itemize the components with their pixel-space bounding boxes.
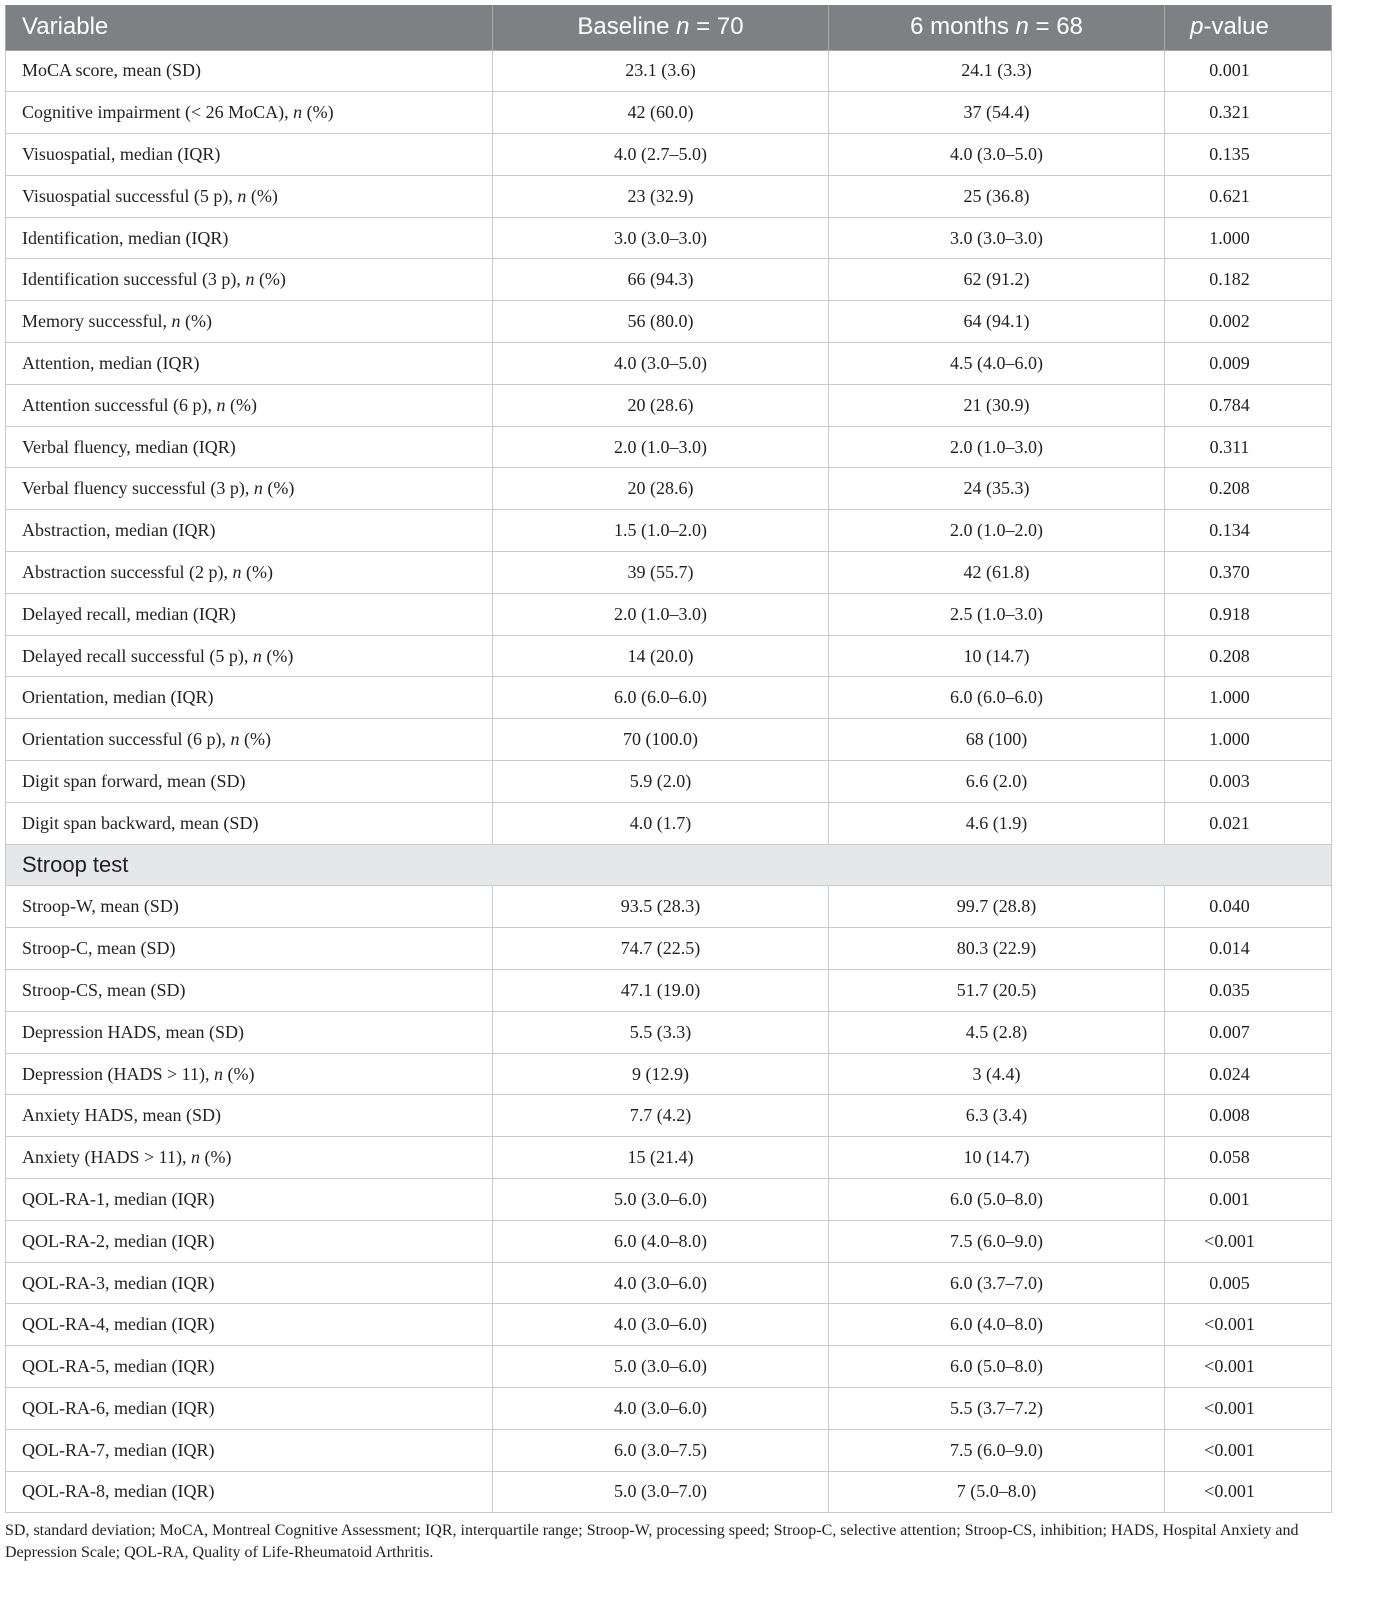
column-header-six-months [829,5,1165,50]
table-row [6,1429,1332,1471]
six-months-value: 80.3 (22.9) [829,928,1165,970]
label-text: Identification successful (3 p), [22,269,246,290]
six-months-value: 6.6 (2.0) [829,761,1165,803]
variable-cell [6,50,493,92]
baseline-value: 5.9 (2.0) [493,761,829,803]
variable-cell [6,1179,493,1221]
table-row [6,635,1332,677]
baseline-value: 7.7 (4.2) [493,1095,829,1137]
p-value: 0.621 [1165,175,1332,217]
baseline-value: 56 (80.0) [493,301,829,343]
p-value: 0.005 [1165,1262,1332,1304]
table-row [6,1262,1332,1304]
label-text: Attention, median (IQR) [22,352,200,373]
baseline-value: 5.5 (3.3) [493,1011,829,1053]
six-months-value: 99.7 (28.8) [829,886,1165,928]
label-text: QOL-RA-8, median (IQR) [22,1481,215,1502]
label-text: Stroop-C, mean (SD) [22,938,176,959]
variable-cell [6,970,493,1012]
header-text: = 70 [689,13,744,41]
variable-cell [6,343,493,385]
baseline-value: 6.0 (3.0–7.5) [493,1429,829,1471]
label-text: (%) [199,1147,232,1168]
italic-symbol: n [293,102,303,123]
p-value: 1.000 [1165,677,1332,719]
six-months-value: 42 (61.8) [829,552,1165,594]
table-body [6,50,1332,1513]
variable-cell [6,761,493,803]
column-header-p-value [1165,5,1332,50]
six-months-value: 6.0 (4.0–8.0) [829,1304,1165,1346]
p-value: <0.001 [1165,1346,1332,1388]
header-text: Baseline [577,13,677,41]
p-value: <0.001 [1165,1471,1332,1513]
six-months-value: 10 (14.7) [829,635,1165,677]
label-text: (%) [254,269,286,290]
table-row [6,134,1332,176]
table-row [6,50,1332,92]
p-value: 0.040 [1165,886,1332,928]
baseline-value: 5.0 (3.0–7.0) [493,1471,829,1513]
baseline-value: 74.7 (22.5) [493,928,829,970]
label-text: (%) [302,102,334,123]
label-text: QOL-RA-4, median (IQR) [22,1314,215,1335]
italic-symbol: n [245,269,255,290]
label-text: Abstraction successful (2 p), [22,561,233,582]
variable-cell [6,928,493,970]
baseline-value: 4.0 (3.0–6.0) [493,1388,829,1430]
six-months-value: 2.0 (1.0–3.0) [829,426,1165,468]
table-row [6,928,1332,970]
baseline-value: 4.0 (3.0–6.0) [493,1262,829,1304]
label-text: QOL-RA-2, median (IQR) [22,1230,215,1251]
six-months-value: 4.5 (4.0–6.0) [829,343,1165,385]
six-months-value: 7.5 (6.0–9.0) [829,1429,1165,1471]
label-text: (%) [241,561,273,582]
baseline-value: 4.0 (3.0–5.0) [493,343,829,385]
variable-cell [6,1220,493,1262]
table-header [6,5,1332,50]
baseline-value: 14 (20.0) [493,635,829,677]
variable-cell [6,1137,493,1179]
table-footnote: SD, standard deviation; MoCA, Montreal Cognitive Assessment; IQR, interquartile range; Stroop-W, processing speed; Stroop-C, selective attention; Stroop-CS, inhibition; HADS, Hospital Anxiety and Depression Scale; QOL-RA, Quality of Life-Rheumatoid Arthritis. [5,1522,1299,1562]
table-row [6,719,1332,761]
p-value: 0.008 [1165,1095,1332,1137]
variable-cell [6,134,493,176]
italic-symbol: n [230,729,240,750]
table-row [6,343,1332,385]
variable-cell [6,1053,493,1095]
p-value: 0.001 [1165,50,1332,92]
label-text: Delayed recall successful (5 p), [22,645,253,666]
p-value: 0.058 [1165,1137,1332,1179]
header-text: Variable [22,13,109,41]
header-text: 6 months [910,13,1016,41]
six-months-value: 7.5 (6.0–9.0) [829,1220,1165,1262]
baseline-value: 5.0 (3.0–6.0) [493,1346,829,1388]
italic-symbol: n [171,311,181,332]
six-months-value: 2.0 (1.0–2.0) [829,510,1165,552]
section-title: Stroop test [6,844,1332,886]
p-value: 0.001 [1165,1179,1332,1221]
label-text: (%) [225,394,257,415]
label-text: Digit span forward, mean (SD) [22,770,246,791]
header-text: -value [1203,13,1269,41]
variable-cell [6,1262,493,1304]
six-months-value: 5.5 (3.7–7.2) [829,1388,1165,1430]
label-text: Orientation, median (IQR) [22,687,214,708]
variable-cell [6,384,493,426]
variable-cell [6,510,493,552]
p-value: 0.135 [1165,134,1332,176]
italic-symbol: p [1190,13,1204,41]
label-text: Depression HADS, mean (SD) [22,1021,244,1042]
variable-cell [6,259,493,301]
label-text: Verbal fluency, median (IQR) [22,436,236,457]
header-text: = 68 [1028,13,1083,41]
p-value: 0.311 [1165,426,1332,468]
table-row [6,802,1332,844]
baseline-value: 2.0 (1.0–3.0) [493,593,829,635]
six-months-value: 4.5 (2.8) [829,1011,1165,1053]
label-text: Delayed recall, median (IQR) [22,603,236,624]
baseline-value: 23.1 (3.6) [493,50,829,92]
label-text: QOL-RA-3, median (IQR) [22,1272,215,1293]
label-text: (%) [246,185,278,206]
baseline-value: 5.0 (3.0–6.0) [493,1179,829,1221]
six-months-value: 4.6 (1.9) [829,802,1165,844]
variable-cell [6,1471,493,1513]
table-row [6,259,1332,301]
six-months-value: 37 (54.4) [829,92,1165,134]
table-row [6,217,1332,259]
italic-symbol: n [213,1063,223,1084]
baseline-value: 1.5 (1.0–2.0) [493,510,829,552]
variable-cell [6,1346,493,1388]
six-months-value: 4.0 (3.0–5.0) [829,134,1165,176]
variable-cell [6,1095,493,1137]
label-text: Digit span backward, mean (SD) [22,812,259,833]
table-row [6,510,1332,552]
baseline-value: 20 (28.6) [493,468,829,510]
label-text: Memory successful, [22,311,172,332]
p-value: <0.001 [1165,1304,1332,1346]
six-months-value: 6.0 (5.0–8.0) [829,1346,1165,1388]
table-row [6,1471,1332,1513]
baseline-value: 42 (60.0) [493,92,829,134]
results-table [5,5,1332,1513]
table-row [6,1220,1332,1262]
variable-cell [6,301,493,343]
baseline-value: 23 (32.9) [493,175,829,217]
baseline-value: 93.5 (28.3) [493,886,829,928]
table-row [6,552,1332,594]
baseline-value: 15 (21.4) [493,1137,829,1179]
table-row [6,301,1332,343]
baseline-value: 6.0 (4.0–8.0) [493,1220,829,1262]
p-value: 0.003 [1165,761,1332,803]
table-row [6,175,1332,217]
italic-symbol: n [232,561,242,582]
p-value: 0.007 [1165,1011,1332,1053]
label-text: (%) [239,729,271,750]
italic-symbol: n [1015,13,1029,41]
six-months-value: 7 (5.0–8.0) [829,1471,1165,1513]
baseline-value: 3.0 (3.0–3.0) [493,217,829,259]
six-months-value: 3.0 (3.0–3.0) [829,217,1165,259]
p-value: 0.182 [1165,259,1332,301]
baseline-value: 4.0 (3.0–6.0) [493,1304,829,1346]
table-row [6,1346,1332,1388]
table-row [6,677,1332,719]
label-text: QOL-RA-6, median (IQR) [22,1397,215,1418]
baseline-value: 66 (94.3) [493,259,829,301]
baseline-value: 4.0 (2.7–5.0) [493,134,829,176]
p-value: 0.321 [1165,92,1332,134]
variable-cell [6,92,493,134]
variable-cell [6,802,493,844]
six-months-value: 64 (94.1) [829,301,1165,343]
baseline-value: 70 (100.0) [493,719,829,761]
variable-cell [6,635,493,677]
section-row [6,844,1332,886]
variable-cell [6,677,493,719]
results-table-container [5,5,1331,1564]
p-value: 0.035 [1165,970,1332,1012]
variable-cell [6,552,493,594]
table-row [6,1011,1332,1053]
variable-cell [6,468,493,510]
table-row [6,1388,1332,1430]
p-value: 0.002 [1165,301,1332,343]
six-months-value: 25 (36.8) [829,175,1165,217]
variable-cell [6,1429,493,1471]
baseline-value: 2.0 (1.0–3.0) [493,426,829,468]
label-text: QOL-RA-7, median (IQR) [22,1439,215,1460]
six-months-value: 2.5 (1.0–3.0) [829,593,1165,635]
italic-symbol: n [676,13,690,41]
six-months-value: 21 (30.9) [829,384,1165,426]
six-months-value: 6.3 (3.4) [829,1095,1165,1137]
table-row [6,761,1332,803]
p-value: 1.000 [1165,719,1332,761]
label-text: Depression (HADS > 11), [22,1063,214,1084]
p-value: 0.134 [1165,510,1332,552]
six-months-value: 3 (4.4) [829,1053,1165,1095]
label-text: (%) [180,311,212,332]
baseline-value: 4.0 (1.7) [493,802,829,844]
table-row [6,1053,1332,1095]
label-text: Attention successful (6 p), [22,394,217,415]
variable-cell [6,1388,493,1430]
variable-cell [6,426,493,468]
baseline-value: 39 (55.7) [493,552,829,594]
header-row [6,5,1332,50]
six-months-value: 68 (100) [829,719,1165,761]
italic-symbol: n [190,1147,200,1168]
six-months-value: 6.0 (5.0–8.0) [829,1179,1165,1221]
variable-cell [6,886,493,928]
table-row [6,384,1332,426]
variable-cell [6,1304,493,1346]
table-row [6,1304,1332,1346]
italic-symbol: n [252,645,262,666]
table-row [6,1137,1332,1179]
p-value: 0.370 [1165,552,1332,594]
p-value: <0.001 [1165,1429,1332,1471]
label-text: Anxiety (HADS > 11), [22,1147,191,1168]
column-header-variable [6,5,493,50]
label-text: Identification, median (IQR) [22,227,229,248]
table-row [6,1179,1332,1221]
p-value: 0.009 [1165,343,1332,385]
p-value: <0.001 [1165,1388,1332,1430]
table-row [6,92,1332,134]
table-row [6,970,1332,1012]
p-value: 0.918 [1165,593,1332,635]
baseline-value: 6.0 (6.0–6.0) [493,677,829,719]
label-text: MoCA score, mean (SD) [22,60,201,81]
table-row [6,468,1332,510]
italic-symbol: n [216,394,226,415]
label-text: (%) [262,478,295,499]
p-value: 0.024 [1165,1053,1332,1095]
baseline-value: 20 (28.6) [493,384,829,426]
variable-cell [6,719,493,761]
six-months-value: 10 (14.7) [829,1137,1165,1179]
label-text: Stroop-W, mean (SD) [22,896,179,917]
p-value: 0.208 [1165,468,1332,510]
label-text: Orientation successful (6 p), [22,729,231,750]
baseline-value: 9 (12.9) [493,1053,829,1095]
p-value: 0.784 [1165,384,1332,426]
variable-cell [6,175,493,217]
label-text: (%) [222,1063,255,1084]
p-value: <0.001 [1165,1220,1332,1262]
baseline-value: 47.1 (19.0) [493,970,829,1012]
p-value: 1.000 [1165,217,1332,259]
table-row [6,593,1332,635]
label-text: QOL-RA-1, median (IQR) [22,1188,215,1209]
p-value: 0.021 [1165,802,1332,844]
label-text: (%) [261,645,294,666]
italic-symbol: n [253,478,263,499]
six-months-value: 6.0 (6.0–6.0) [829,677,1165,719]
six-months-value: 62 (91.2) [829,259,1165,301]
variable-cell [6,217,493,259]
label-text: Visuospatial successful (5 p), [22,185,238,206]
label-text: Cognitive impairment (< 26 MoCA), [22,102,294,123]
table-row [6,426,1332,468]
variable-cell [6,1011,493,1053]
label-text: Anxiety HADS, mean (SD) [22,1105,221,1126]
label-text: QOL-RA-5, median (IQR) [22,1356,215,1377]
six-months-value: 6.0 (3.7–7.0) [829,1262,1165,1304]
p-value: 0.014 [1165,928,1332,970]
label-text: Verbal fluency successful (3 p), [22,478,254,499]
label-text: Abstraction, median (IQR) [22,520,216,541]
six-months-value: 24 (35.3) [829,468,1165,510]
six-months-value: 24.1 (3.3) [829,50,1165,92]
label-text: Stroop-CS, mean (SD) [22,979,186,1000]
label-text: Visuospatial, median (IQR) [22,143,221,164]
variable-cell [6,593,493,635]
column-header-baseline [493,5,829,50]
table-row [6,1095,1332,1137]
p-value: 0.208 [1165,635,1332,677]
six-months-value: 51.7 (20.5) [829,970,1165,1012]
table-row [6,886,1332,928]
italic-symbol: n [237,185,247,206]
